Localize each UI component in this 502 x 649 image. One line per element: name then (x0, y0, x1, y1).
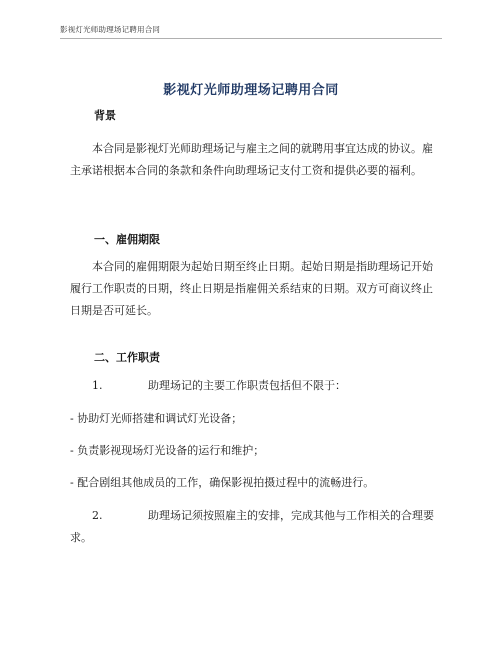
list-item-text: 助理场记须按照雇主的安排，完成其他与工作相关的合理要求。 (70, 509, 434, 544)
list-item-text: 助理场记的主要工作职责包括但不限于： (148, 379, 346, 392)
list-item-2 (70, 505, 434, 549)
list-item-1 (70, 375, 434, 397)
page-header: 影视灯光师助理场记聘用合同 (60, 24, 442, 39)
paragraph-employment-term: 本合同的雇佣期限为起始日期至终止日期。起始日期是指助理场记开始履行工作职责的日期，终止日期是指雇佣关系结束的日期。双方可商议终止日期是否可延长。 (70, 260, 433, 317)
document-title: 影视灯光师助理场记聘用合同 (163, 83, 339, 98)
paragraph-background: 本合同是影视灯光师助理场记与雇主之间的就聘用事宜达成的协议。雇主承诺根据本合同的条款和条件向助理场记支付工资和提供必要的福利。 (70, 142, 433, 177)
bullet-2: - 负责影视现场灯光设备的运行和维护； (70, 444, 265, 457)
bullet-1: - 协助灯光师搭建和调试灯光设备； (70, 412, 243, 425)
bullet-3: - 配合剧组其他成员的工作，确保影视拍摄过程中的流畅进行。 (70, 476, 375, 489)
list-number: 2. (92, 509, 103, 522)
list-number: 1. (92, 379, 103, 392)
heading-employment-term: 一、雇佣期限 (94, 233, 160, 246)
heading-job-duties: 二、工作职责 (94, 351, 160, 364)
heading-background: 背景 (94, 109, 116, 122)
